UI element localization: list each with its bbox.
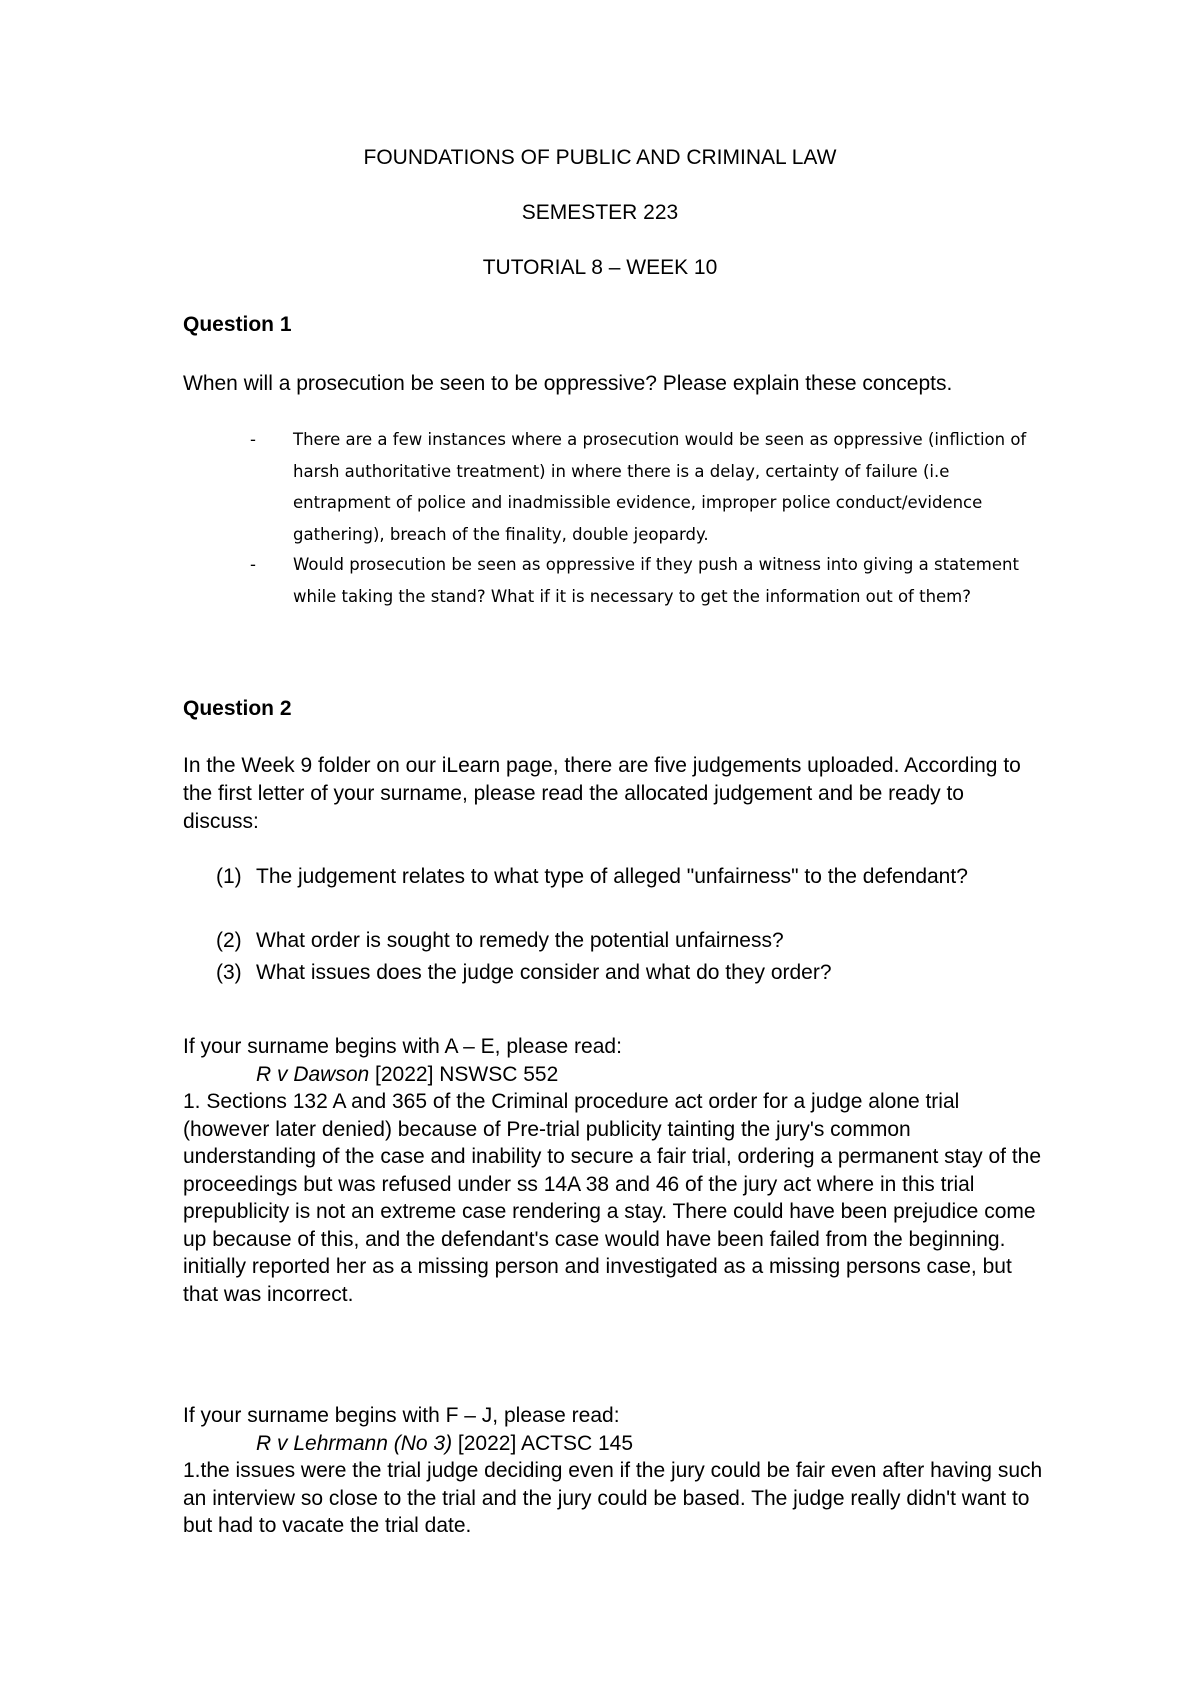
group-intro: If your surname begins with F – J, please read: bbox=[183, 1404, 620, 1427]
course-title: FOUNDATIONS OF PUBLIC AND CRIMINAL LAW bbox=[363, 146, 837, 169]
numbered-item bbox=[216, 959, 1016, 987]
group-answer: 1. Sections 132 A and 365 of the Criminal procedure act order for a judge alone trial (however later denied) because of Pre-trial publicity tainting the jury's common understanding of the case and inability to secure a fair trial, ordering a permanent stay of the proceedings but was refused under ss 14A 38 and 46 of the jury act where in this trial prepublicity is not an extreme case rendering a stay. There could have been prejudice come up because of this, and the defendant's case would have been failed from the beginning. initially reported her as a missing person and investigated as a missing persons case, but that was incorrect. bbox=[183, 1090, 1042, 1306]
numbered-item bbox=[216, 927, 1016, 955]
case-citation: [2022] NSWSC 552 bbox=[369, 1062, 559, 1086]
case-reference bbox=[183, 1061, 1043, 1089]
reading-group-f-j bbox=[183, 1402, 1043, 1540]
tutorial-title: TUTORIAL 8 – WEEK 10 bbox=[482, 256, 718, 279]
group-intro: If your surname begins with A – E, please read: bbox=[183, 1035, 622, 1058]
item-text: What order is sought to remedy the potential unfairness? bbox=[256, 929, 784, 952]
answer-bullet-list-1 bbox=[250, 424, 1030, 550]
answer-bullet bbox=[250, 549, 1030, 612]
case-name: R v Dawson bbox=[256, 1062, 370, 1086]
question-1-heading: Question 1 bbox=[183, 313, 292, 336]
question-2-heading: Question 2 bbox=[183, 697, 292, 720]
item-number: (2) bbox=[216, 929, 242, 952]
item-text: The judgement relates to what type of alleged "unfairness" to the defendant? bbox=[256, 865, 968, 888]
item-text: What issues does the judge consider and what do they order? bbox=[256, 961, 832, 984]
reading-group-a-e bbox=[183, 1033, 1043, 1308]
answer-bullet bbox=[250, 424, 1030, 550]
item-number: (3) bbox=[216, 961, 242, 984]
case-name: R v Lehrmann (No 3) bbox=[256, 1431, 453, 1455]
numbered-item bbox=[216, 863, 1016, 891]
case-reference bbox=[183, 1430, 1043, 1458]
bullet-dash: - bbox=[250, 430, 256, 449]
question-1-text: When will a prosecution be seen to be oppressive? Please explain these concepts. bbox=[183, 372, 953, 395]
answer-bullet-list-2 bbox=[250, 549, 1030, 612]
bullet-dash: - bbox=[250, 555, 256, 574]
case-citation: [2022] ACTSC 145 bbox=[452, 1431, 634, 1455]
group-answer: 1.the issues were the trial judge deciding even if the jury could be fair even after having such an interview so close to the trial and the jury could be based. The judge really didn't want to but had to vacate the trial date. bbox=[183, 1459, 1043, 1537]
item-number: (1) bbox=[216, 865, 242, 888]
bullet-text: There are a few instances where a prosecution would be seen as oppressive (infliction of harsh authoritative treatment) in where there is a delay, certainty of failure (i.e entrapment of police and inadmissible evidence, improper police conduct/evidence gathering), breach of the finality, double jeopardy. bbox=[293, 430, 1027, 544]
bullet-text: Would prosecution be seen as oppressive if they push a witness into giving a statement while taking the stand? What if it is necessary to get the information out of them? bbox=[293, 555, 1019, 606]
semester-title: SEMESTER 223 bbox=[521, 201, 679, 224]
question-2-text: In the Week 9 folder on our iLearn page, there are five judgements uploaded. According to the first letter of your surname, please read the allocated judgement and be ready to discuss: bbox=[183, 754, 1021, 833]
